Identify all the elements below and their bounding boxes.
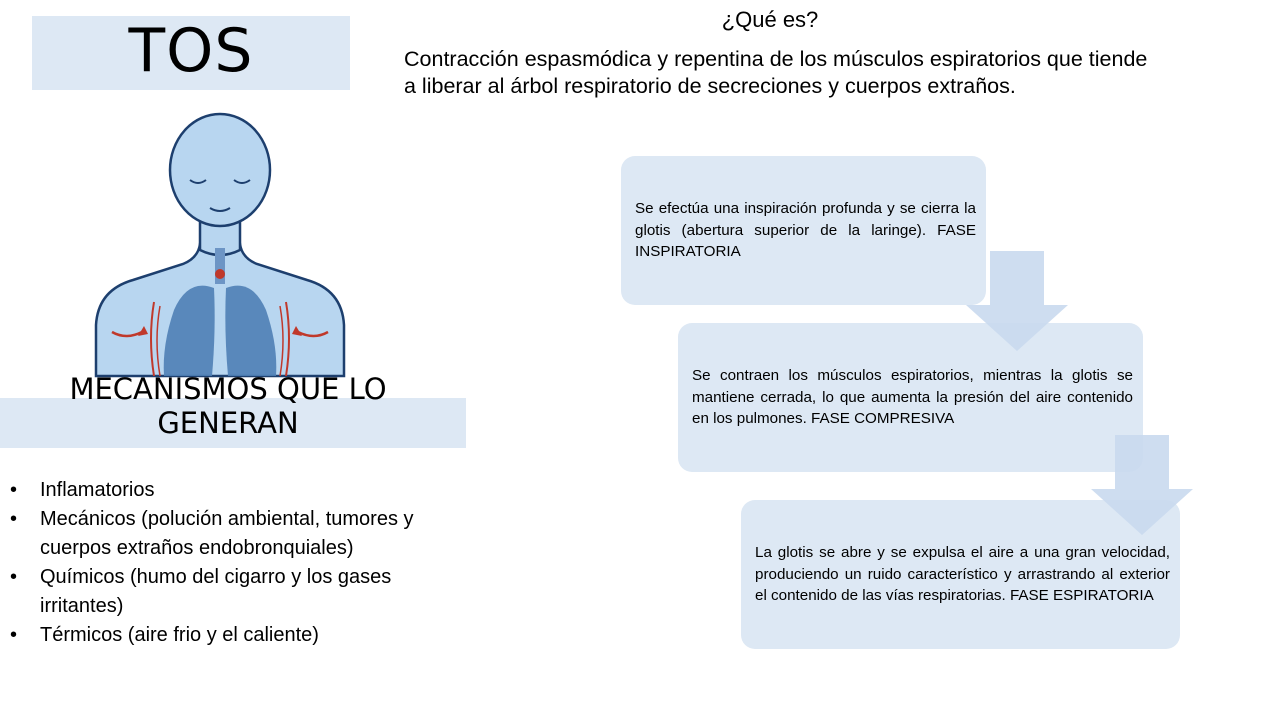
list-item-text: Mecánicos (polución ambiental, tumores y cuerpos extraños endobronquiales) — [40, 508, 414, 559]
down-arrow-icon — [1091, 435, 1193, 535]
bullet-icon: • — [10, 624, 18, 646]
bullet-icon: • — [10, 479, 18, 501]
bullet-icon: • — [10, 566, 18, 588]
page-title: TOS — [128, 16, 254, 86]
list-item — [10, 505, 470, 563]
phase-text: Se efectúa una inspiración profunda y se cierra la glotis (abertura superior de la laringe). FASE INSPIRATORIA — [635, 200, 976, 261]
mechanisms-heading: MECANISMOS QUE LO GENERAN — [69, 372, 387, 440]
phase-box-compressive — [678, 323, 1143, 472]
list-item-text: Térmicos (aire frio y el caliente) — [40, 624, 319, 646]
definition-heading: ¿Qué es? — [721, 7, 819, 32]
phase-box-inspiratory — [621, 156, 986, 305]
head-shape — [170, 114, 270, 226]
down-arrow-icon — [966, 251, 1068, 351]
list-item-text: Inflamatorios — [40, 479, 155, 501]
respiratory-system-illustration — [88, 110, 352, 380]
list-item-text: Químicos (humo del cigarro y los gases irritantes) — [40, 566, 392, 617]
mechanisms-list — [10, 476, 470, 650]
list-item — [10, 476, 470, 505]
list-item — [10, 621, 470, 650]
definition-text: Contracción espasmódica y repentina de los músculos espiratorios que tiende a liberar al árbol respiratorio de secreciones y cuerpos extraños. — [404, 47, 1148, 98]
list-item — [10, 563, 470, 621]
bullet-icon: • — [10, 508, 18, 530]
phase-text: Se contraen los músculos espiratorios, mientras la glotis se mantiene cerrada, lo que aumenta la presión del aire contenido en los pulmones. FASE COMPRESIVA — [692, 367, 1133, 428]
glottis-dot — [215, 269, 225, 279]
phase-text: La glotis se abre y se expulsa el aire a una gran velocidad, produciendo un ruido característico y arrastrando al exterior el contenido de las vías respiratorias. FASE ESPIRATORIA — [755, 544, 1170, 605]
